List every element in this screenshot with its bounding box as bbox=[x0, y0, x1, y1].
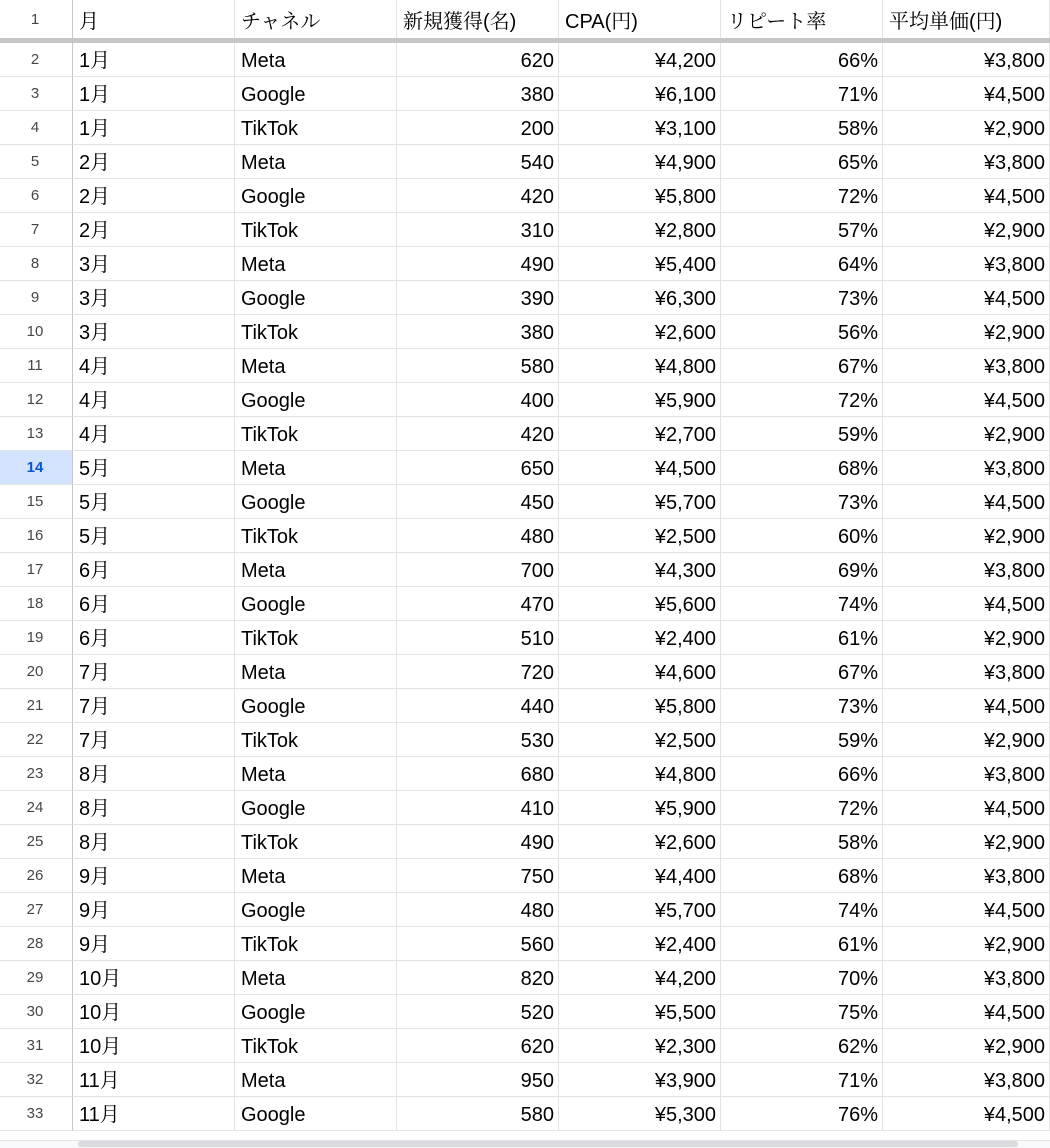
cell-cpa[interactable]: ¥4,200 bbox=[559, 961, 721, 995]
cell-channel[interactable]: TikTok bbox=[235, 417, 397, 451]
table-row bbox=[0, 417, 1050, 451]
cell-cpa[interactable]: ¥4,600 bbox=[559, 655, 721, 689]
cell-avg-unit-price[interactable]: ¥4,500 bbox=[883, 995, 1050, 1029]
cell-new-acquisitions[interactable]: 410 bbox=[397, 791, 559, 825]
cell-channel[interactable]: Google bbox=[235, 485, 397, 519]
cell-repeat-rate[interactable]: 59% bbox=[721, 417, 883, 451]
cell-new-acquisitions[interactable]: 310 bbox=[397, 213, 559, 247]
cell-new-acquisitions[interactable]: 680 bbox=[397, 757, 559, 791]
cell-avg-unit-price[interactable]: ¥3,800 bbox=[883, 451, 1050, 485]
table-row bbox=[0, 927, 1050, 961]
table-row bbox=[0, 451, 1050, 485]
cell-channel[interactable]: TikTok bbox=[235, 927, 397, 961]
cell-avg-unit-price[interactable]: ¥2,900 bbox=[883, 1029, 1050, 1063]
table-row bbox=[0, 43, 1050, 77]
cell-cpa[interactable]: ¥2,700 bbox=[559, 417, 721, 451]
cell-new-acquisitions[interactable]: 720 bbox=[397, 655, 559, 689]
header-cell-repeat-rate[interactable]: リピート率 bbox=[721, 0, 883, 39]
row-number[interactable]: 25 bbox=[0, 825, 73, 859]
cell-month[interactable]: 1月 bbox=[73, 43, 235, 77]
cell-new-acquisitions[interactable]: 420 bbox=[397, 179, 559, 213]
row-number[interactable]: 26 bbox=[0, 859, 73, 893]
cell-channel[interactable]: Meta bbox=[235, 757, 397, 791]
row-number[interactable]: 27 bbox=[0, 893, 73, 927]
row-number[interactable]: 19 bbox=[0, 621, 73, 655]
table-row bbox=[0, 961, 1050, 995]
cell-cpa[interactable]: ¥6,300 bbox=[559, 281, 721, 315]
cell-repeat-rate[interactable]: 72% bbox=[721, 791, 883, 825]
cell-channel[interactable]: Google bbox=[235, 995, 397, 1029]
cell-cpa[interactable]: ¥4,300 bbox=[559, 553, 721, 587]
cell-avg-unit-price[interactable]: ¥2,900 bbox=[883, 825, 1050, 859]
table-row bbox=[0, 723, 1050, 757]
cell-cpa[interactable]: ¥2,400 bbox=[559, 927, 721, 961]
cell-month[interactable]: 9月 bbox=[73, 859, 235, 893]
table-row bbox=[0, 859, 1050, 893]
cell-channel[interactable]: Meta bbox=[235, 655, 397, 689]
cell-channel[interactable]: TikTok bbox=[235, 111, 397, 145]
cell-avg-unit-price[interactable]: ¥2,900 bbox=[883, 417, 1050, 451]
header-row bbox=[0, 0, 1050, 39]
header-cell-month[interactable]: 月 bbox=[73, 0, 235, 39]
cell-repeat-rate[interactable]: 68% bbox=[721, 859, 883, 893]
table-row bbox=[0, 111, 1050, 145]
row-number[interactable]: 31 bbox=[0, 1029, 73, 1063]
cell-channel[interactable]: TikTok bbox=[235, 315, 397, 349]
cell-month[interactable]: 4月 bbox=[73, 417, 235, 451]
cell-new-acquisitions[interactable]: 490 bbox=[397, 825, 559, 859]
cell-repeat-rate[interactable]: 73% bbox=[721, 485, 883, 519]
cell-month[interactable]: 5月 bbox=[73, 451, 235, 485]
cell-new-acquisitions[interactable]: 700 bbox=[397, 553, 559, 587]
cell-cpa[interactable]: ¥5,500 bbox=[559, 995, 721, 1029]
cell-avg-unit-price[interactable]: ¥4,500 bbox=[883, 179, 1050, 213]
cell-cpa[interactable]: ¥2,400 bbox=[559, 621, 721, 655]
row-number[interactable]: 14 bbox=[0, 451, 73, 485]
table-row bbox=[0, 179, 1050, 213]
cell-cpa[interactable]: ¥5,300 bbox=[559, 1097, 721, 1131]
cell-repeat-rate[interactable]: 69% bbox=[721, 553, 883, 587]
cell-repeat-rate[interactable]: 76% bbox=[721, 1097, 883, 1131]
cell-channel[interactable]: Meta bbox=[235, 247, 397, 281]
cell-cpa[interactable]: ¥6,100 bbox=[559, 77, 721, 111]
cell-avg-unit-price[interactable]: ¥3,800 bbox=[883, 349, 1050, 383]
cell-repeat-rate[interactable]: 73% bbox=[721, 689, 883, 723]
cell-channel[interactable]: Google bbox=[235, 791, 397, 825]
cell-repeat-rate[interactable]: 64% bbox=[721, 247, 883, 281]
cell-new-acquisitions[interactable]: 510 bbox=[397, 621, 559, 655]
row-number[interactable]: 10 bbox=[0, 315, 73, 349]
table-row bbox=[0, 587, 1050, 621]
cell-cpa[interactable]: ¥4,500 bbox=[559, 451, 721, 485]
cell-cpa[interactable]: ¥5,700 bbox=[559, 485, 721, 519]
cell-new-acquisitions[interactable]: 490 bbox=[397, 247, 559, 281]
cell-new-acquisitions[interactable]: 950 bbox=[397, 1063, 559, 1097]
cell-channel[interactable]: TikTok bbox=[235, 519, 397, 553]
cell-new-acquisitions[interactable]: 820 bbox=[397, 961, 559, 995]
cell-cpa[interactable]: ¥5,800 bbox=[559, 689, 721, 723]
row-number[interactable]: 16 bbox=[0, 519, 73, 553]
cell-avg-unit-price[interactable]: ¥3,800 bbox=[883, 1063, 1050, 1097]
cell-repeat-rate[interactable]: 71% bbox=[721, 1063, 883, 1097]
cell-new-acquisitions[interactable]: 470 bbox=[397, 587, 559, 621]
cell-month[interactable]: 10月 bbox=[73, 1029, 235, 1063]
cell-new-acquisitions[interactable]: 530 bbox=[397, 723, 559, 757]
table-row bbox=[0, 349, 1050, 383]
cell-new-acquisitions[interactable]: 480 bbox=[397, 893, 559, 927]
cell-repeat-rate[interactable]: 71% bbox=[721, 77, 883, 111]
cell-channel[interactable]: Google bbox=[235, 77, 397, 111]
cell-month[interactable]: 8月 bbox=[73, 791, 235, 825]
cell-month[interactable]: 2月 bbox=[73, 145, 235, 179]
row-number[interactable]: 17 bbox=[0, 553, 73, 587]
cell-month[interactable]: 6月 bbox=[73, 553, 235, 587]
cell-new-acquisitions[interactable]: 380 bbox=[397, 77, 559, 111]
row-number[interactable]: 11 bbox=[0, 349, 73, 383]
cell-repeat-rate[interactable]: 58% bbox=[721, 825, 883, 859]
cell-cpa[interactable]: ¥4,800 bbox=[559, 757, 721, 791]
cell-avg-unit-price[interactable]: ¥4,500 bbox=[883, 689, 1050, 723]
cell-repeat-rate[interactable]: 67% bbox=[721, 349, 883, 383]
table-row bbox=[0, 621, 1050, 655]
table-row bbox=[0, 995, 1050, 1029]
table-row bbox=[0, 1097, 1050, 1131]
cell-channel[interactable]: Google bbox=[235, 587, 397, 621]
cell-cpa[interactable]: ¥3,900 bbox=[559, 1063, 721, 1097]
cell-cpa[interactable]: ¥2,500 bbox=[559, 723, 721, 757]
row-number[interactable]: 30 bbox=[0, 995, 73, 1029]
cell-cpa[interactable]: ¥5,400 bbox=[559, 247, 721, 281]
cell-new-acquisitions[interactable]: 650 bbox=[397, 451, 559, 485]
row-number[interactable]: 4 bbox=[0, 111, 73, 145]
cell-repeat-rate[interactable]: 61% bbox=[721, 927, 883, 961]
cell-cpa[interactable]: ¥4,900 bbox=[559, 145, 721, 179]
cell-repeat-rate[interactable]: 59% bbox=[721, 723, 883, 757]
cell-new-acquisitions[interactable]: 380 bbox=[397, 315, 559, 349]
cell-avg-unit-price[interactable]: ¥3,800 bbox=[883, 961, 1050, 995]
cell-avg-unit-price[interactable]: ¥4,500 bbox=[883, 485, 1050, 519]
cell-new-acquisitions[interactable]: 560 bbox=[397, 927, 559, 961]
row-number[interactable]: 33 bbox=[0, 1097, 73, 1131]
table-row bbox=[0, 1063, 1050, 1097]
header-cell-cpa[interactable]: CPA(円) bbox=[559, 0, 721, 39]
cell-new-acquisitions[interactable]: 580 bbox=[397, 349, 559, 383]
cell-avg-unit-price[interactable]: ¥4,500 bbox=[883, 1097, 1050, 1131]
table-row bbox=[0, 213, 1050, 247]
cell-avg-unit-price[interactable]: ¥2,900 bbox=[883, 723, 1050, 757]
cell-avg-unit-price[interactable]: ¥3,800 bbox=[883, 757, 1050, 791]
table-row bbox=[0, 281, 1050, 315]
cell-cpa[interactable]: ¥5,800 bbox=[559, 179, 721, 213]
cell-channel[interactable]: Meta bbox=[235, 349, 397, 383]
table-row bbox=[0, 825, 1050, 859]
cell-month[interactable]: 7月 bbox=[73, 689, 235, 723]
cell-repeat-rate[interactable]: 70% bbox=[721, 961, 883, 995]
cell-channel[interactable]: Google bbox=[235, 893, 397, 927]
row-number[interactable]: 12 bbox=[0, 383, 73, 417]
cell-new-acquisitions[interactable]: 750 bbox=[397, 859, 559, 893]
cell-avg-unit-price[interactable]: ¥3,800 bbox=[883, 247, 1050, 281]
cell-month[interactable]: 4月 bbox=[73, 383, 235, 417]
cell-cpa[interactable]: ¥4,800 bbox=[559, 349, 721, 383]
cell-month[interactable]: 1月 bbox=[73, 111, 235, 145]
cell-repeat-rate[interactable]: 62% bbox=[721, 1029, 883, 1063]
cell-cpa[interactable]: ¥3,100 bbox=[559, 111, 721, 145]
row-number[interactable]: 5 bbox=[0, 145, 73, 179]
cell-new-acquisitions[interactable]: 480 bbox=[397, 519, 559, 553]
table-row bbox=[0, 791, 1050, 825]
table-row bbox=[0, 893, 1050, 927]
cell-avg-unit-price[interactable]: ¥4,500 bbox=[883, 587, 1050, 621]
cell-cpa[interactable]: ¥2,500 bbox=[559, 519, 721, 553]
cell-month[interactable]: 3月 bbox=[73, 247, 235, 281]
cell-channel[interactable]: Meta bbox=[235, 43, 397, 77]
cell-channel[interactable]: Google bbox=[235, 689, 397, 723]
cell-cpa[interactable]: ¥2,300 bbox=[559, 1029, 721, 1063]
table-row bbox=[0, 77, 1050, 111]
cell-month[interactable]: 9月 bbox=[73, 893, 235, 927]
cell-channel[interactable]: Google bbox=[235, 281, 397, 315]
table-row bbox=[0, 1029, 1050, 1063]
cell-cpa[interactable]: ¥4,400 bbox=[559, 859, 721, 893]
table-row bbox=[0, 655, 1050, 689]
table-row bbox=[0, 315, 1050, 349]
cell-channel[interactable]: Google bbox=[235, 179, 397, 213]
cell-month[interactable]: 4月 bbox=[73, 349, 235, 383]
cell-new-acquisitions[interactable]: 540 bbox=[397, 145, 559, 179]
row-number[interactable]: 32 bbox=[0, 1063, 73, 1097]
row-number[interactable]: 18 bbox=[0, 587, 73, 621]
cell-month[interactable]: 2月 bbox=[73, 213, 235, 247]
cell-new-acquisitions[interactable]: 440 bbox=[397, 689, 559, 723]
cell-new-acquisitions[interactable]: 450 bbox=[397, 485, 559, 519]
cell-month[interactable]: 9月 bbox=[73, 927, 235, 961]
cell-month[interactable]: 8月 bbox=[73, 757, 235, 791]
cell-channel[interactable]: TikTok bbox=[235, 621, 397, 655]
cell-month[interactable]: 3月 bbox=[73, 315, 235, 349]
cell-new-acquisitions[interactable]: 420 bbox=[397, 417, 559, 451]
cell-channel[interactable]: Meta bbox=[235, 553, 397, 587]
row-number[interactable]: 24 bbox=[0, 791, 73, 825]
cell-channel[interactable]: Google bbox=[235, 383, 397, 417]
table-row bbox=[0, 485, 1050, 519]
cell-channel[interactable]: TikTok bbox=[235, 723, 397, 757]
row-number[interactable]: 29 bbox=[0, 961, 73, 995]
cell-cpa[interactable]: ¥2,800 bbox=[559, 213, 721, 247]
cell-avg-unit-price[interactable]: ¥3,800 bbox=[883, 859, 1050, 893]
table-row bbox=[0, 145, 1050, 179]
cell-cpa[interactable]: ¥5,700 bbox=[559, 893, 721, 927]
cell-repeat-rate[interactable]: 74% bbox=[721, 893, 883, 927]
cell-month[interactable]: 11月 bbox=[73, 1097, 235, 1131]
table-row bbox=[0, 247, 1050, 281]
cell-new-acquisitions[interactable]: 620 bbox=[397, 1029, 559, 1063]
cell-avg-unit-price[interactable]: ¥2,900 bbox=[883, 111, 1050, 145]
cell-repeat-rate[interactable]: 66% bbox=[721, 43, 883, 77]
header-cell-channel[interactable]: チャネル bbox=[235, 0, 397, 39]
table-row bbox=[0, 553, 1050, 587]
cell-cpa[interactable]: ¥4,200 bbox=[559, 43, 721, 77]
row-number[interactable]: 8 bbox=[0, 247, 73, 281]
cell-repeat-rate[interactable]: 67% bbox=[721, 655, 883, 689]
cell-month[interactable]: 11月 bbox=[73, 1063, 235, 1097]
cell-cpa[interactable]: ¥5,900 bbox=[559, 383, 721, 417]
cell-repeat-rate[interactable]: 66% bbox=[721, 757, 883, 791]
cell-repeat-rate[interactable]: 56% bbox=[721, 315, 883, 349]
cell-month[interactable]: 6月 bbox=[73, 621, 235, 655]
cell-avg-unit-price[interactable]: ¥4,500 bbox=[883, 893, 1050, 927]
row-number[interactable]: 7 bbox=[0, 213, 73, 247]
cell-repeat-rate[interactable]: 72% bbox=[721, 383, 883, 417]
cell-repeat-rate[interactable]: 58% bbox=[721, 111, 883, 145]
header-cell-new-acquisitions[interactable]: 新規獲得(名) bbox=[397, 0, 559, 39]
cell-channel[interactable]: TikTok bbox=[235, 1029, 397, 1063]
row-number[interactable]: 21 bbox=[0, 689, 73, 723]
cell-avg-unit-price[interactable]: ¥4,500 bbox=[883, 383, 1050, 417]
cell-avg-unit-price[interactable]: ¥3,800 bbox=[883, 655, 1050, 689]
cell-month[interactable]: 5月 bbox=[73, 519, 235, 553]
row-number[interactable]: 23 bbox=[0, 757, 73, 791]
table-row bbox=[0, 757, 1050, 791]
horizontal-scrollbar-thumb[interactable] bbox=[78, 1141, 1018, 1147]
cell-avg-unit-price[interactable]: ¥2,900 bbox=[883, 927, 1050, 961]
cell-repeat-rate[interactable]: 61% bbox=[721, 621, 883, 655]
cell-avg-unit-price[interactable]: ¥2,900 bbox=[883, 315, 1050, 349]
cell-month[interactable]: 8月 bbox=[73, 825, 235, 859]
cell-repeat-rate[interactable]: 74% bbox=[721, 587, 883, 621]
cell-month[interactable]: 10月 bbox=[73, 961, 235, 995]
table-row bbox=[0, 519, 1050, 553]
cell-month[interactable]: 3月 bbox=[73, 281, 235, 315]
cell-new-acquisitions[interactable]: 580 bbox=[397, 1097, 559, 1131]
row-number[interactable]: 20 bbox=[0, 655, 73, 689]
horizontal-scrollbar[interactable] bbox=[0, 1140, 1050, 1148]
row-number[interactable]: 28 bbox=[0, 927, 73, 961]
cell-channel[interactable]: Google bbox=[235, 1097, 397, 1131]
cell-new-acquisitions[interactable]: 520 bbox=[397, 995, 559, 1029]
row-number[interactable]: 2 bbox=[0, 43, 73, 77]
cell-new-acquisitions[interactable]: 400 bbox=[397, 383, 559, 417]
cell-new-acquisitions[interactable]: 390 bbox=[397, 281, 559, 315]
cell-avg-unit-price[interactable]: ¥2,900 bbox=[883, 519, 1050, 553]
row-number[interactable]: 22 bbox=[0, 723, 73, 757]
cell-channel[interactable]: Meta bbox=[235, 451, 397, 485]
cell-month[interactable]: 1月 bbox=[73, 77, 235, 111]
cell-channel[interactable]: Meta bbox=[235, 961, 397, 995]
row-number[interactable]: 6 bbox=[0, 179, 73, 213]
cell-cpa[interactable]: ¥2,600 bbox=[559, 315, 721, 349]
cell-avg-unit-price[interactable]: ¥2,900 bbox=[883, 213, 1050, 247]
cell-channel[interactable]: Meta bbox=[235, 145, 397, 179]
cell-month[interactable]: 10月 bbox=[73, 995, 235, 1029]
cell-repeat-rate[interactable]: 60% bbox=[721, 519, 883, 553]
cell-channel[interactable]: TikTok bbox=[235, 213, 397, 247]
cell-cpa[interactable]: ¥5,900 bbox=[559, 791, 721, 825]
cell-avg-unit-price[interactable]: ¥4,500 bbox=[883, 791, 1050, 825]
row-number[interactable]: 1 bbox=[0, 0, 73, 39]
cell-new-acquisitions[interactable]: 620 bbox=[397, 43, 559, 77]
row-number[interactable]: 13 bbox=[0, 417, 73, 451]
cell-month[interactable]: 2月 bbox=[73, 179, 235, 213]
cell-new-acquisitions[interactable]: 200 bbox=[397, 111, 559, 145]
cell-month[interactable]: 7月 bbox=[73, 723, 235, 757]
cell-avg-unit-price[interactable]: ¥3,800 bbox=[883, 553, 1050, 587]
cell-cpa[interactable]: ¥5,600 bbox=[559, 587, 721, 621]
table-row bbox=[0, 689, 1050, 723]
cell-avg-unit-price[interactable]: ¥2,900 bbox=[883, 621, 1050, 655]
row-number[interactable]: 9 bbox=[0, 281, 73, 315]
cell-repeat-rate[interactable]: 72% bbox=[721, 179, 883, 213]
cell-avg-unit-price[interactable]: ¥3,800 bbox=[883, 145, 1050, 179]
cell-repeat-rate[interactable]: 75% bbox=[721, 995, 883, 1029]
cell-repeat-rate[interactable]: 73% bbox=[721, 281, 883, 315]
table-row bbox=[0, 383, 1050, 417]
row-number[interactable]: 3 bbox=[0, 77, 73, 111]
cell-repeat-rate[interactable]: 65% bbox=[721, 145, 883, 179]
cell-month[interactable]: 6月 bbox=[73, 587, 235, 621]
cell-cpa[interactable]: ¥2,600 bbox=[559, 825, 721, 859]
cell-repeat-rate[interactable]: 68% bbox=[721, 451, 883, 485]
cell-channel[interactable]: Meta bbox=[235, 1063, 397, 1097]
cell-month[interactable]: 7月 bbox=[73, 655, 235, 689]
cell-repeat-rate[interactable]: 57% bbox=[721, 213, 883, 247]
header-cell-avg-unit-price[interactable]: 平均単価(円) bbox=[883, 0, 1050, 39]
cell-avg-unit-price[interactable]: ¥4,500 bbox=[883, 77, 1050, 111]
row-number[interactable]: 15 bbox=[0, 485, 73, 519]
cell-avg-unit-price[interactable]: ¥4,500 bbox=[883, 281, 1050, 315]
cell-channel[interactable]: TikTok bbox=[235, 825, 397, 859]
cell-month[interactable]: 5月 bbox=[73, 485, 235, 519]
cell-channel[interactable]: Meta bbox=[235, 859, 397, 893]
cell-avg-unit-price[interactable]: ¥3,800 bbox=[883, 43, 1050, 77]
